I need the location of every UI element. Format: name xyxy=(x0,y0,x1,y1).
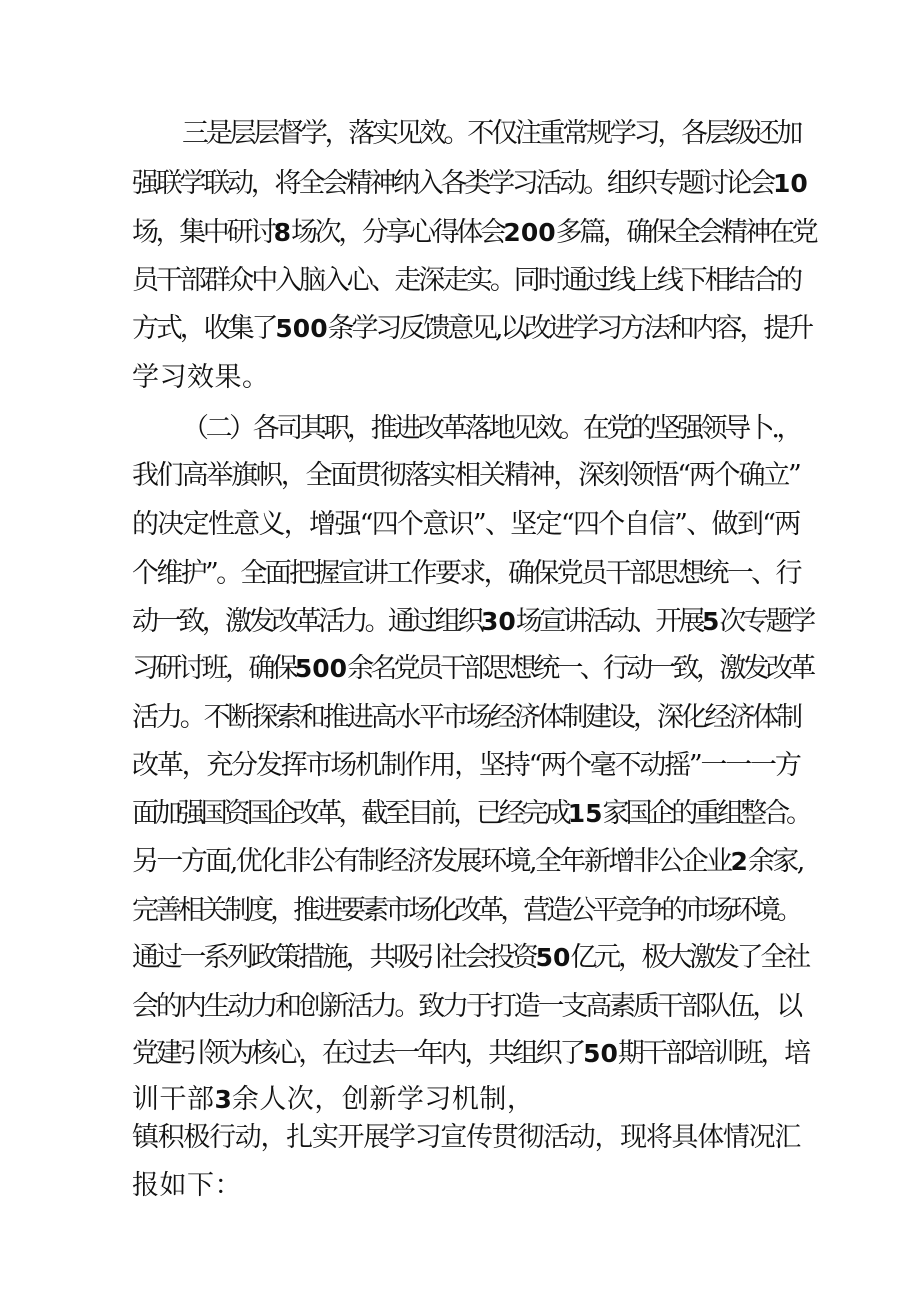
paragraph-1-line-4: 员干部群众中入脑入心、走深走实。同时通过线上线下相结合的 xyxy=(132,265,800,296)
paragraph-2-line-5: 动一致，激发改革活力。通过组织30场宣讲活动、开展5次专题学 xyxy=(132,606,813,637)
paragraph-2-line-12: 通过一系列政策措施，共吸引社会投资50亿元，极大激发了全社 xyxy=(132,942,808,973)
paragraph-1-line-1: 三是层层督学，落实见效。不仅注重常规学习，各层级还加 xyxy=(182,118,800,149)
paragraph-2-line-11: 完善相关制度，推进要素市场化改革，营造公平竞争的市场环境。 xyxy=(132,895,800,926)
paragraph-1-line-5: 方式，收集了500条学习反馈意见,以改进学习方法和内容，提升 xyxy=(132,313,812,344)
paragraph-2-line-13: 会的内生动力和创新活力。致力于打造一支高素质干部队伍，以 xyxy=(132,991,800,1022)
paragraph-2-line-8: 改革，充分发挥市场机制作用，坚持“两个毫不动摇”一一一方 xyxy=(132,750,800,781)
paragraph-2-line-4: 个维护”。全面把握宣讲工作要求，确保党员干部思想统一、行 xyxy=(132,558,800,589)
paragraph-1-line-2: 强联学联动，将全会精神纳入各类学习活动。组织专题讨论会10 xyxy=(132,168,808,199)
paragraph-3-line-1: 镇积极行动，扎实开展学习宣传贯彻活动，现将具体情况汇 xyxy=(132,1122,800,1153)
paragraph-1-line-3: 场，集中研讨8场次，分享心得体会200多篇，确保全会精神在党 xyxy=(132,217,816,248)
paragraph-3-line-2: 报如下： xyxy=(132,1170,242,1201)
paragraph-2-line-9: 面加强国资国企改革，截至目前，已经完成15家国企的重组整合。 xyxy=(132,798,809,829)
paragraph-2-line-2: 我们高举旗帜，全面贯彻落实相关精神，深刻领悟“两个确立” xyxy=(132,460,800,491)
paragraph-2-line-3: 的决定性意义，增强“四个意识”、坚定“四个自信”、做到“两 xyxy=(132,509,800,540)
paragraph-1-line-6: 学习效果。 xyxy=(132,362,270,393)
paragraph-2-line-6: 习研讨班，确保500余名党员干部思想统一、行动一致，激发改革 xyxy=(132,653,813,684)
paragraph-2-line-14: 党建引领为核心，在过去一年内，共组织了50期干部培训班，培 xyxy=(132,1038,808,1069)
paragraph-2-line-1: （二）各司其职，推进改革落地见效。在党的坚强领导卜.， xyxy=(182,413,801,444)
paragraph-2-line-15: 训干部3余人次，创新学习机制， xyxy=(132,1084,535,1115)
paragraph-2-line-7: 活力。不断探索和推进高水平市场经济体制建设，深化经济体制 xyxy=(132,702,800,733)
paragraph-2-line-10: 另一方面,优化非公有制经济发展环境,全年新增非公企业2余家, xyxy=(132,846,803,877)
